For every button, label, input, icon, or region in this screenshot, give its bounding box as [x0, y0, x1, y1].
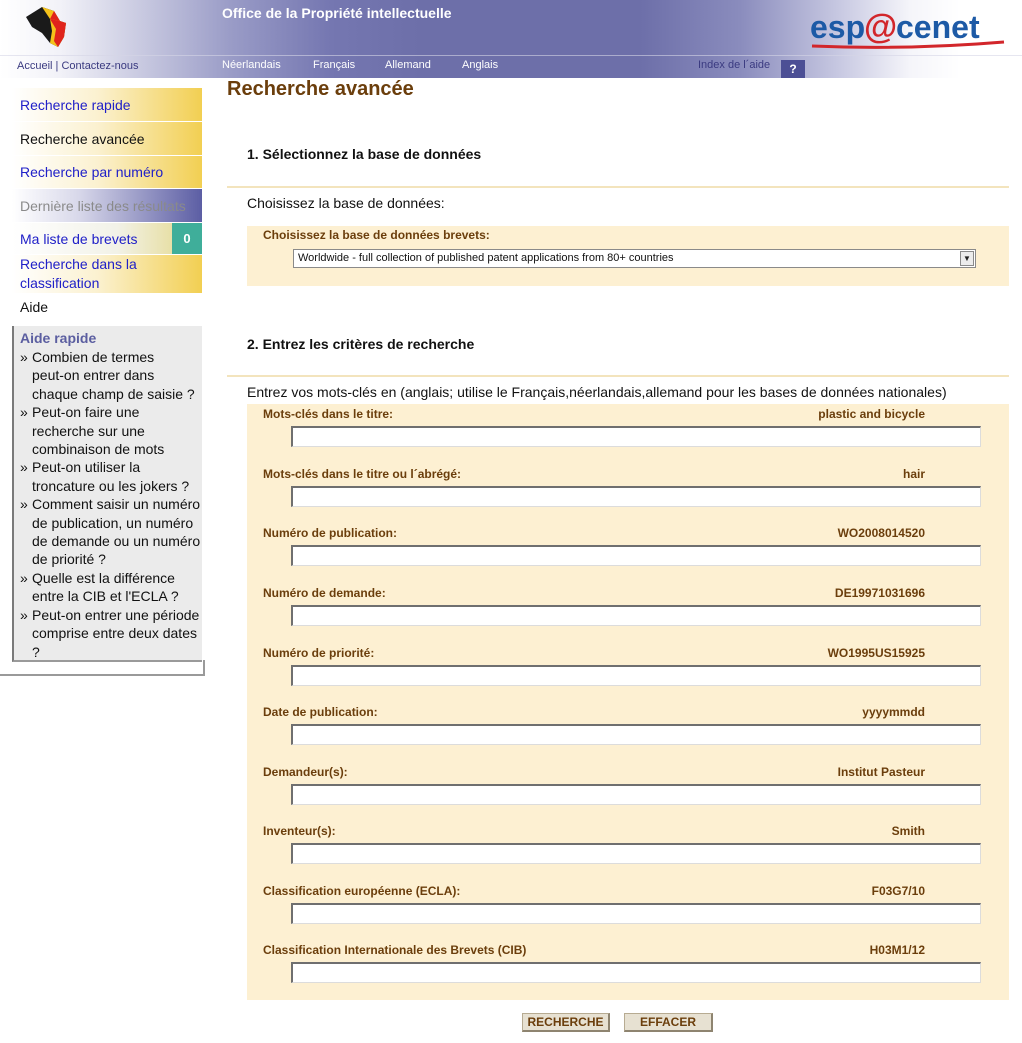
quick-help-text: de demande ou un numéro: [32, 533, 201, 550]
field-label-publication-date: Date de publication:: [263, 705, 378, 719]
sidebar-nav: [12, 88, 202, 320]
quick-help-text: Peut-on utiliser la: [32, 459, 141, 476]
belgium-map-logo-icon: [20, 3, 80, 51]
sidebar-item-number-search[interactable]: [12, 156, 202, 189]
header-divider: [0, 55, 1022, 56]
quick-help-box: [12, 326, 202, 662]
brand-at: @: [864, 8, 898, 46]
section-divider: [227, 375, 1009, 377]
field-label-application-number: Numéro de demande:: [263, 586, 386, 600]
publication-number-input[interactable]: [291, 545, 981, 566]
quick-help-text: comprise entre deux dates: [32, 625, 197, 642]
quick-help-link[interactable]: [32, 569, 179, 606]
chevron-down-icon[interactable]: ▼: [960, 251, 974, 266]
bullet: »: [20, 496, 28, 513]
section-divider: [227, 186, 1009, 188]
quick-help-item[interactable]: [20, 495, 202, 569]
quick-help-item[interactable]: [20, 569, 202, 606]
sidebar-item-classification-search[interactable]: [12, 255, 202, 294]
espacenet-logo: [808, 6, 1008, 50]
sidebar-item-my-patents[interactable]: [12, 223, 202, 255]
field-example-application-number: DE19971031696: [834, 586, 925, 600]
quick-help-link[interactable]: [32, 458, 189, 495]
contact-link[interactable]: Contactez-nous: [61, 60, 139, 72]
field-example-ecla: F03G7/10: [871, 884, 925, 898]
field-example-inventors: Smith: [891, 824, 925, 838]
quick-help-item[interactable]: [20, 403, 202, 458]
database-intro-text: Choisissez la base de données:: [247, 195, 445, 211]
lang-english-link[interactable]: Anglais: [462, 59, 499, 71]
field-label-priority-number: Numéro de priorité:: [263, 646, 375, 660]
quick-help-text: ?: [32, 643, 40, 660]
inventors-input[interactable]: [291, 843, 981, 864]
page-title: Recherche avancée: [227, 78, 414, 100]
publication-date-input[interactable]: [291, 724, 981, 745]
sidebar-item-label: Recherche avancée: [20, 130, 145, 147]
field-example-publication-date: yyyymmdd: [862, 705, 925, 719]
ipc-input[interactable]: [291, 962, 981, 983]
sidebar-item-last-results: [12, 189, 202, 223]
bullet: »: [20, 569, 28, 586]
quick-help-text: troncature ou les jokers ?: [32, 477, 190, 494]
criteria-intro-text: Entrez vos mots-clés en (anglais; utilise le Français,néerlandais,allemand pour les bases de données nationales): [247, 384, 947, 400]
clear-button[interactable]: EFFACER: [624, 1013, 713, 1032]
help-question-button[interactable]: ?: [781, 60, 805, 78]
quick-help-text: Quelle est la différence: [32, 569, 175, 586]
field-label-title-abstract-keywords: Mots-clés dans le titre ou l´abrégé:: [263, 467, 462, 481]
bullet: »: [20, 404, 28, 421]
search-button[interactable]: RECHERCHE: [522, 1013, 610, 1032]
field-example-priority-number: WO1995US15925: [827, 646, 925, 660]
link-separator: |: [55, 60, 59, 72]
quick-help-text: entre la CIB et l'ECLA ?: [32, 588, 179, 605]
bullet: »: [20, 459, 28, 476]
quick-help-text: de priorité ?: [32, 551, 106, 568]
quick-help-link[interactable]: [32, 403, 164, 458]
quick-help-text: recherche sur une: [32, 422, 145, 439]
quick-help-text: Peut-on entrer une période: [32, 606, 200, 623]
quick-help-text: peut-on entrer dans: [32, 367, 155, 384]
section-1-heading: 1. Sélectionnez la base de données: [247, 146, 482, 162]
field-label-applicants: Demandeur(s):: [263, 765, 348, 779]
sidebar-item-label: Aide: [20, 298, 49, 315]
field-label-publication-number: Numéro de publication:: [263, 526, 398, 540]
quick-help-link[interactable]: [32, 348, 195, 403]
database-select[interactable]: [293, 249, 976, 268]
field-label-inventors: Inventeur(s):: [263, 824, 336, 838]
field-label-ipc: Classification Internationale des Brevets (CIB): [263, 943, 527, 957]
help-index-link[interactable]: Index de l´aide: [698, 59, 771, 71]
field-label-ecla: Classification européenne (ECLA):: [263, 884, 461, 898]
sidebar-item-help[interactable]: [12, 294, 202, 320]
brand-cenet: cenet: [896, 9, 980, 45]
database-select-label: Choisissez la base de données brevets:: [263, 228, 490, 242]
field-label-title-keywords: Mots-clés dans le titre:: [263, 407, 394, 421]
brand-esp: esp: [810, 9, 866, 45]
bullet: »: [20, 349, 28, 365]
header-banner: [0, 0, 1022, 78]
title-keywords-input[interactable]: [291, 426, 981, 447]
lang-german-link[interactable]: Allemand: [385, 59, 431, 71]
applicants-input[interactable]: [291, 784, 981, 805]
patent-count-badge: 0: [172, 223, 202, 254]
top-links: [17, 60, 139, 72]
sidebar-item-quick-search[interactable]: [12, 88, 202, 122]
application-number-input[interactable]: [291, 605, 981, 626]
home-link[interactable]: Accueil: [17, 60, 53, 72]
title-abstract-keywords-input[interactable]: [291, 486, 981, 507]
sidebar-item-advanced-search[interactable]: [12, 122, 202, 156]
sidebar-item-label[interactable]: Recherche par numéro: [20, 164, 164, 180]
quick-help-item[interactable]: [20, 606, 202, 661]
field-example-publication-number: WO2008014520: [837, 526, 925, 540]
quick-help-item[interactable]: [20, 348, 202, 403]
quick-help-link[interactable]: [32, 606, 199, 661]
lang-dutch-link[interactable]: Néerlandais: [222, 59, 281, 71]
lang-french-link[interactable]: Français: [313, 59, 356, 71]
quick-help-text: Comment saisir un numéro: [32, 496, 201, 513]
quick-help-text: Combien de termes: [32, 349, 155, 365]
office-title: Office de la Propriété intellectuelle: [222, 5, 452, 21]
sidebar-item-label: Dernière liste des résultats: [20, 197, 186, 214]
database-select-value: Worldwide - full collection of published patent applications from 80+ countries: [298, 252, 674, 264]
ecla-input[interactable]: [291, 903, 981, 924]
field-example-applicants: Institut Pasteur: [837, 765, 925, 779]
section-2-heading: 2. Entrez les critères de recherche: [247, 336, 475, 352]
bullet: »: [20, 606, 28, 623]
sidebar-item-label[interactable]: Recherche rapide: [20, 96, 131, 113]
quick-help-title: Aide rapide: [20, 330, 97, 346]
quick-help-text: chaque champ de saisie ?: [32, 385, 195, 402]
quick-help-link[interactable]: [32, 495, 200, 569]
field-example-ipc: H03M1/12: [869, 943, 925, 957]
field-example-title-keywords: plastic and bicycle: [818, 407, 925, 421]
priority-number-input[interactable]: [291, 665, 981, 686]
quick-help-shadow: [0, 660, 205, 676]
quick-help-text: combinaison de mots: [32, 441, 165, 458]
quick-help-text: Peut-on faire une: [32, 404, 140, 421]
field-example-title-abstract-keywords: hair: [902, 467, 925, 481]
sidebar-item-label[interactable]: Recherche dans la classification: [20, 256, 137, 291]
quick-help-item[interactable]: [20, 458, 202, 495]
sidebar-item-label[interactable]: Ma liste de brevets: [20, 230, 138, 247]
quick-help-text: de publication, un numéro: [32, 514, 194, 531]
